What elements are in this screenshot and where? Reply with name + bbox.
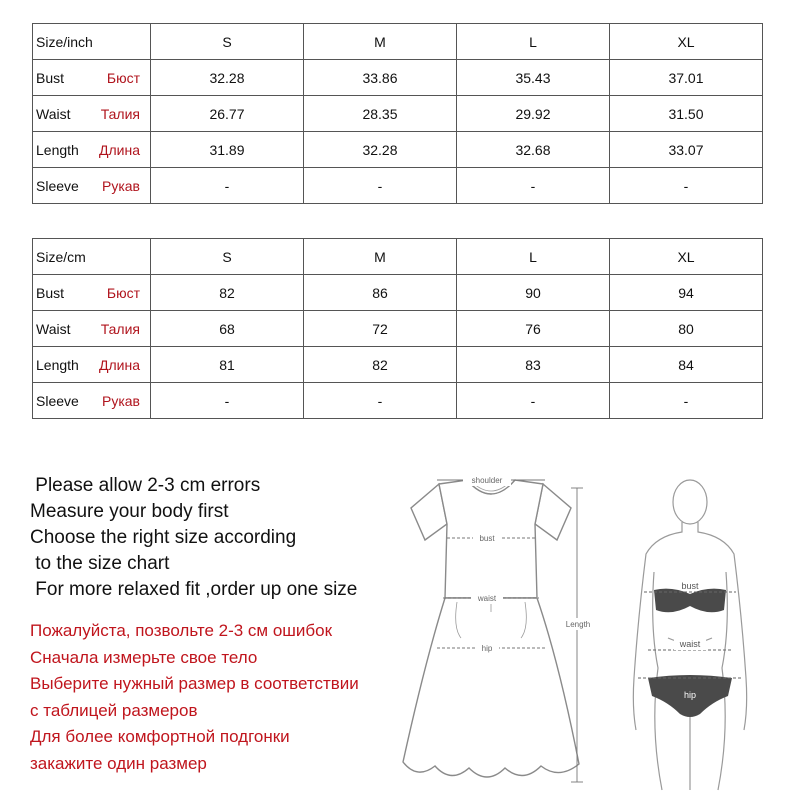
note-line: закажите один размер: [30, 753, 207, 773]
table-cell: -: [457, 383, 610, 419]
waist-label: waist: [477, 594, 497, 603]
table-cell: -: [304, 383, 457, 419]
table-cell: 33.07: [610, 132, 763, 168]
note-line: For more relaxed fit ,order up one size: [30, 579, 358, 600]
table-cell: -: [610, 168, 763, 204]
table-cell: 90: [457, 275, 610, 311]
row-label: [33, 60, 151, 96]
row-label-ru: Длина: [99, 141, 140, 158]
table-cell: 68: [151, 311, 304, 347]
bust-label: bust: [479, 534, 495, 543]
row-label-en: Length: [36, 356, 79, 373]
table-cell: 84: [610, 347, 763, 383]
note-line: to the size chart: [30, 553, 170, 574]
table-row: [33, 60, 763, 96]
table-cell: 82: [151, 275, 304, 311]
table-cell: 37.01: [610, 60, 763, 96]
table-cell: 81: [151, 347, 304, 383]
table-row: [33, 383, 763, 419]
table-header-cell: Size/cm: [33, 239, 151, 275]
table-row: [33, 96, 763, 132]
table-row: [33, 347, 763, 383]
row-label-ru: Талия: [100, 320, 140, 337]
row-label: [33, 96, 151, 132]
body-outline: [633, 480, 746, 790]
table-header-cell: M: [304, 239, 457, 275]
table-cell: 80: [610, 311, 763, 347]
table-cell: 76: [457, 311, 610, 347]
table-cell: 72: [304, 311, 457, 347]
body-measurement-diagram: [620, 478, 760, 794]
russian-notes: [30, 618, 359, 777]
table-header-cell: L: [457, 239, 610, 275]
dress-measurement-diagram: [395, 462, 615, 794]
row-label-ru: Бюст: [106, 284, 140, 301]
row-label-ru: Бюст: [106, 69, 140, 86]
table-cell: 26.77: [151, 96, 304, 132]
table-row: [33, 275, 763, 311]
table-cell: 29.92: [457, 96, 610, 132]
note-line: Please allow 2-3 cm errors: [30, 475, 261, 496]
table-cell: 32.28: [151, 60, 304, 96]
row-label-en: Sleeve: [36, 177, 79, 194]
row-label-en: Bust: [36, 284, 65, 301]
row-label: [33, 311, 151, 347]
row-label: [33, 275, 151, 311]
row-label-en: Waist: [36, 320, 71, 337]
table-header-cell: M: [304, 24, 457, 60]
table-cell: 32.28: [304, 132, 457, 168]
table-cell: 83: [457, 347, 610, 383]
table-header-cell: S: [151, 239, 304, 275]
table-header-row: [33, 24, 763, 60]
body-bust-label: bust: [681, 581, 699, 591]
table-cell: 86: [304, 275, 457, 311]
table-cell: 31.89: [151, 132, 304, 168]
cm-size-table: [32, 238, 763, 419]
shoulder-label: shoulder: [471, 476, 503, 485]
table-row: [33, 168, 763, 204]
table-header-cell: Size/inch: [33, 24, 151, 60]
row-label-en: Sleeve: [36, 392, 79, 409]
row-label-ru: Длина: [99, 356, 140, 373]
row-label-en: Waist: [36, 105, 71, 122]
table-cell: 82: [304, 347, 457, 383]
note-line: с таблицей размеров: [30, 700, 198, 720]
row-label-ru: Рукав: [102, 177, 140, 194]
note-line: Choose the right size according: [30, 527, 297, 548]
row-label: [33, 383, 151, 419]
body-waist-label: waist: [679, 639, 701, 649]
body-hip-label: hip: [683, 690, 697, 700]
row-label-ru: Талия: [100, 105, 140, 122]
table-cell: -: [457, 168, 610, 204]
table-cell: 32.68: [457, 132, 610, 168]
table-cell: -: [151, 168, 304, 204]
dress-outline: [403, 480, 579, 777]
length-label: Length: [565, 620, 591, 629]
table-row: [33, 132, 763, 168]
table-cell: -: [610, 383, 763, 419]
table-cell: 35.43: [457, 60, 610, 96]
english-notes: [30, 473, 357, 603]
row-label: [33, 168, 151, 204]
table-cell: -: [151, 383, 304, 419]
table-header-row: [33, 239, 763, 275]
table-cell: 33.86: [304, 60, 457, 96]
table-cell: -: [304, 168, 457, 204]
row-label-en: Bust: [36, 69, 65, 86]
table-header-cell: S: [151, 24, 304, 60]
row-label-en: Length: [36, 141, 79, 158]
hip-label: hip: [481, 644, 493, 653]
note-line: Пожалуйста, позвольте 2-3 см ошибок: [30, 621, 333, 640]
table-row: [33, 311, 763, 347]
table-cell: 31.50: [610, 96, 763, 132]
row-label: [33, 347, 151, 383]
note-line: Сначала измерьте свое тело: [30, 647, 258, 667]
table-header-cell: XL: [610, 239, 763, 275]
inch-size-table: [32, 23, 763, 204]
note-line: Выберите нужный размер в соответствии: [30, 674, 359, 693]
note-line: Measure your body first: [30, 501, 229, 522]
table-cell: 94: [610, 275, 763, 311]
table-header-cell: L: [457, 24, 610, 60]
table-cell: 28.35: [304, 96, 457, 132]
table-header-cell: XL: [610, 24, 763, 60]
row-label-ru: Рукав: [102, 392, 140, 409]
note-line: Для более комфортной подгонки: [30, 727, 290, 746]
row-label: [33, 132, 151, 168]
